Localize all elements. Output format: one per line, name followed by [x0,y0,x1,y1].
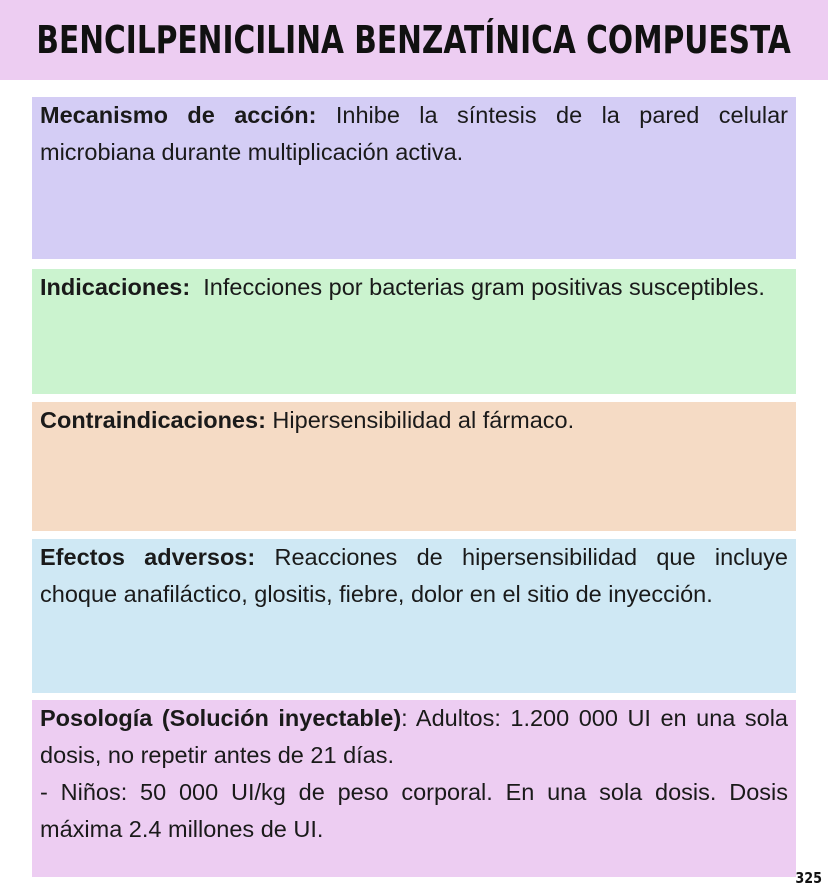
section-contraindicaciones [32,402,796,531]
section-indicaciones [32,269,796,394]
section-posologia [32,700,796,877]
section-label: Contraindicaciones: [40,407,266,433]
section-mecanismo [32,97,796,259]
section-text: Hipersensibilidad al fármaco. [265,407,575,433]
posologia-adultos [40,700,788,774]
section-text: Reacciones de hipersensibilidad que incluye choque anafiláctico, glositis, fiebre, dolor en el sitio de inyección. [40,544,788,607]
section-label: Indicaciones: [40,274,191,300]
section-text: Infecciones por bacterias gram positivas susceptibles. [190,274,765,300]
title-bar [0,0,828,80]
section-label: Mecanismo de acción: [40,102,317,128]
posologia-ninos: - Niños: 50 000 UI/kg de peso corporal. En una sola dosis. Dosis máxima 2.4 millones de UI. [40,779,788,842]
section-label: Posología (Solución inyectable) [40,705,402,731]
section-text: Inhibe la síntesis de la pared celular microbiana durante multiplicación activa. [40,102,788,165]
page-title: BENCILPENICILINA BENZATÍNICA COMPUESTA [36,18,792,62]
page-number: 325 [795,869,822,887]
section-label: Efectos adversos: [40,544,256,570]
section-text: : Adultos: 1.200 000 UI en una sola dosis, no repetir antes de 21 días. [40,705,788,768]
section-efectos-adversos [32,539,796,693]
